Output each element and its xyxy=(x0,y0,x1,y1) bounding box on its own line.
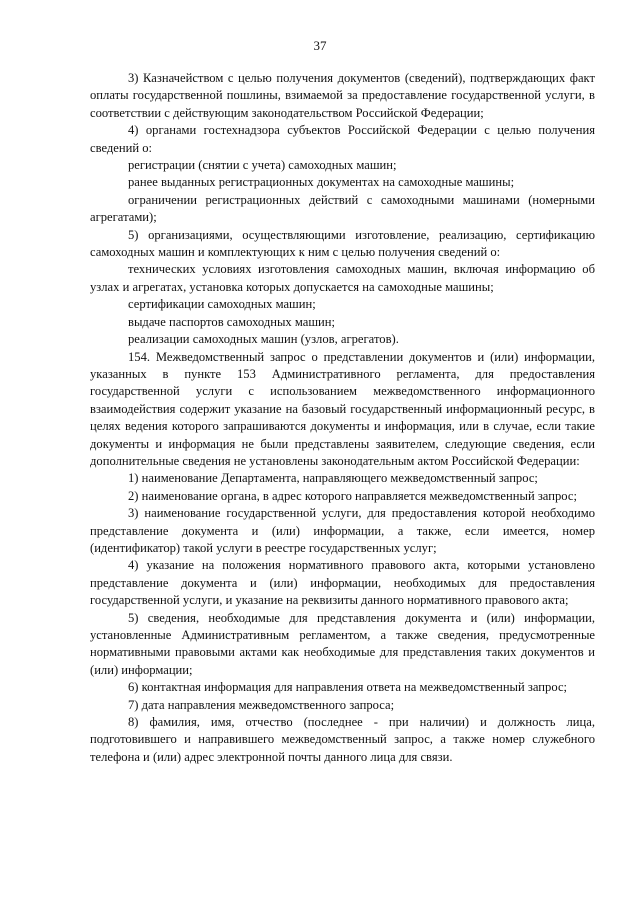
list-item: ограничении регистрационных действий с самоходными машинами (номерными агрегатами); xyxy=(90,192,595,225)
list-item: 2) наименование органа, в адрес которого направляется межведомственный запрос; xyxy=(128,488,577,503)
paragraph: 3) Казначейством с целью получения документов (сведений), подтверждающих факт оплаты государственной пошлины, взимаемой за предоставление государственной услуги, в соответствии с действующим законодательством Российской Федерации; xyxy=(90,71,595,120)
list-item: реализации самоходных машин (узлов, агрегатов). xyxy=(128,332,399,347)
list-item: 7) дата направления межведомственного запроса; xyxy=(128,697,395,712)
list-item: 1) наименование Департамента, направляющего межведомственный запрос; xyxy=(128,471,538,486)
list-item: 5) сведения, необходимые для представления документа и (или) информации, установленные Административным регламентом, а также сведения, предусмотренные нормативными правовыми актами как необходимые для представления таких документов и (или) информации; xyxy=(90,610,595,677)
list-item: ранее выданных регистрационных документах на самоходные машины; xyxy=(128,175,515,190)
page-number: 37 xyxy=(313,38,327,53)
list-item: технических условиях изготовления самоходных машин, включая информацию об узлах и агрегатах, установка которых допускается на самоходные машины; xyxy=(90,262,595,294)
list-item: 3) наименование государственной услуги, для предоставления которой необходимо представление документа и (или) информации, а также, если имеется, номер (идентификатор) такой услуги в реестре государственных услуг; xyxy=(90,506,595,555)
list-item: 6) контактная информация для направления ответа на межведомственный запрос; xyxy=(128,680,568,695)
list-item: выдаче паспортов самоходных машин; xyxy=(128,314,336,329)
list-item: 8) фамилия, имя, отчество (последнее - при наличии) и должность лица, подготовившего и направившего межведомственный запрос, а также номер служебного телефона и (или) адрес электронной почты данного лица для связи. xyxy=(90,715,595,764)
list-item: регистрации (снятии с учета) самоходных машин; xyxy=(128,158,397,173)
paragraph: 5) организациями, осуществляющими изготовление, реализацию, сертификацию самоходных машин и комплектующих к ним с целью получения сведений о: xyxy=(90,227,595,260)
list-item: 4) указание на положения нормативного правового акта, которыми установлено представление документа и (или) информации, необходимых для предоставления государственной услуги, и указание на реквизиты данного нормативного правового акта; xyxy=(90,558,595,608)
paragraph: 154. Межведомственный запрос о представлении документов и (или) информации, указанных в пункте 153 Административного регламента, для предоставления государственной услуги с использованием межведомственного информационного взаимодействия содержит указание на базовый государственный информационный ресурс, в целях ведения которого запрашиваются документы и информация, или в случае, если такие документы и информация не были представлены заявителем, следующие сведения, если дополнительные сведения не установлены законодательным актом Российской Федерации: xyxy=(90,349,595,468)
list-item: сертификации самоходных машин; xyxy=(128,297,316,312)
document-body xyxy=(90,70,595,766)
paragraph: 4) органами гостехнадзора субъектов Российской Федерации с целью получения сведений о: xyxy=(90,123,595,155)
